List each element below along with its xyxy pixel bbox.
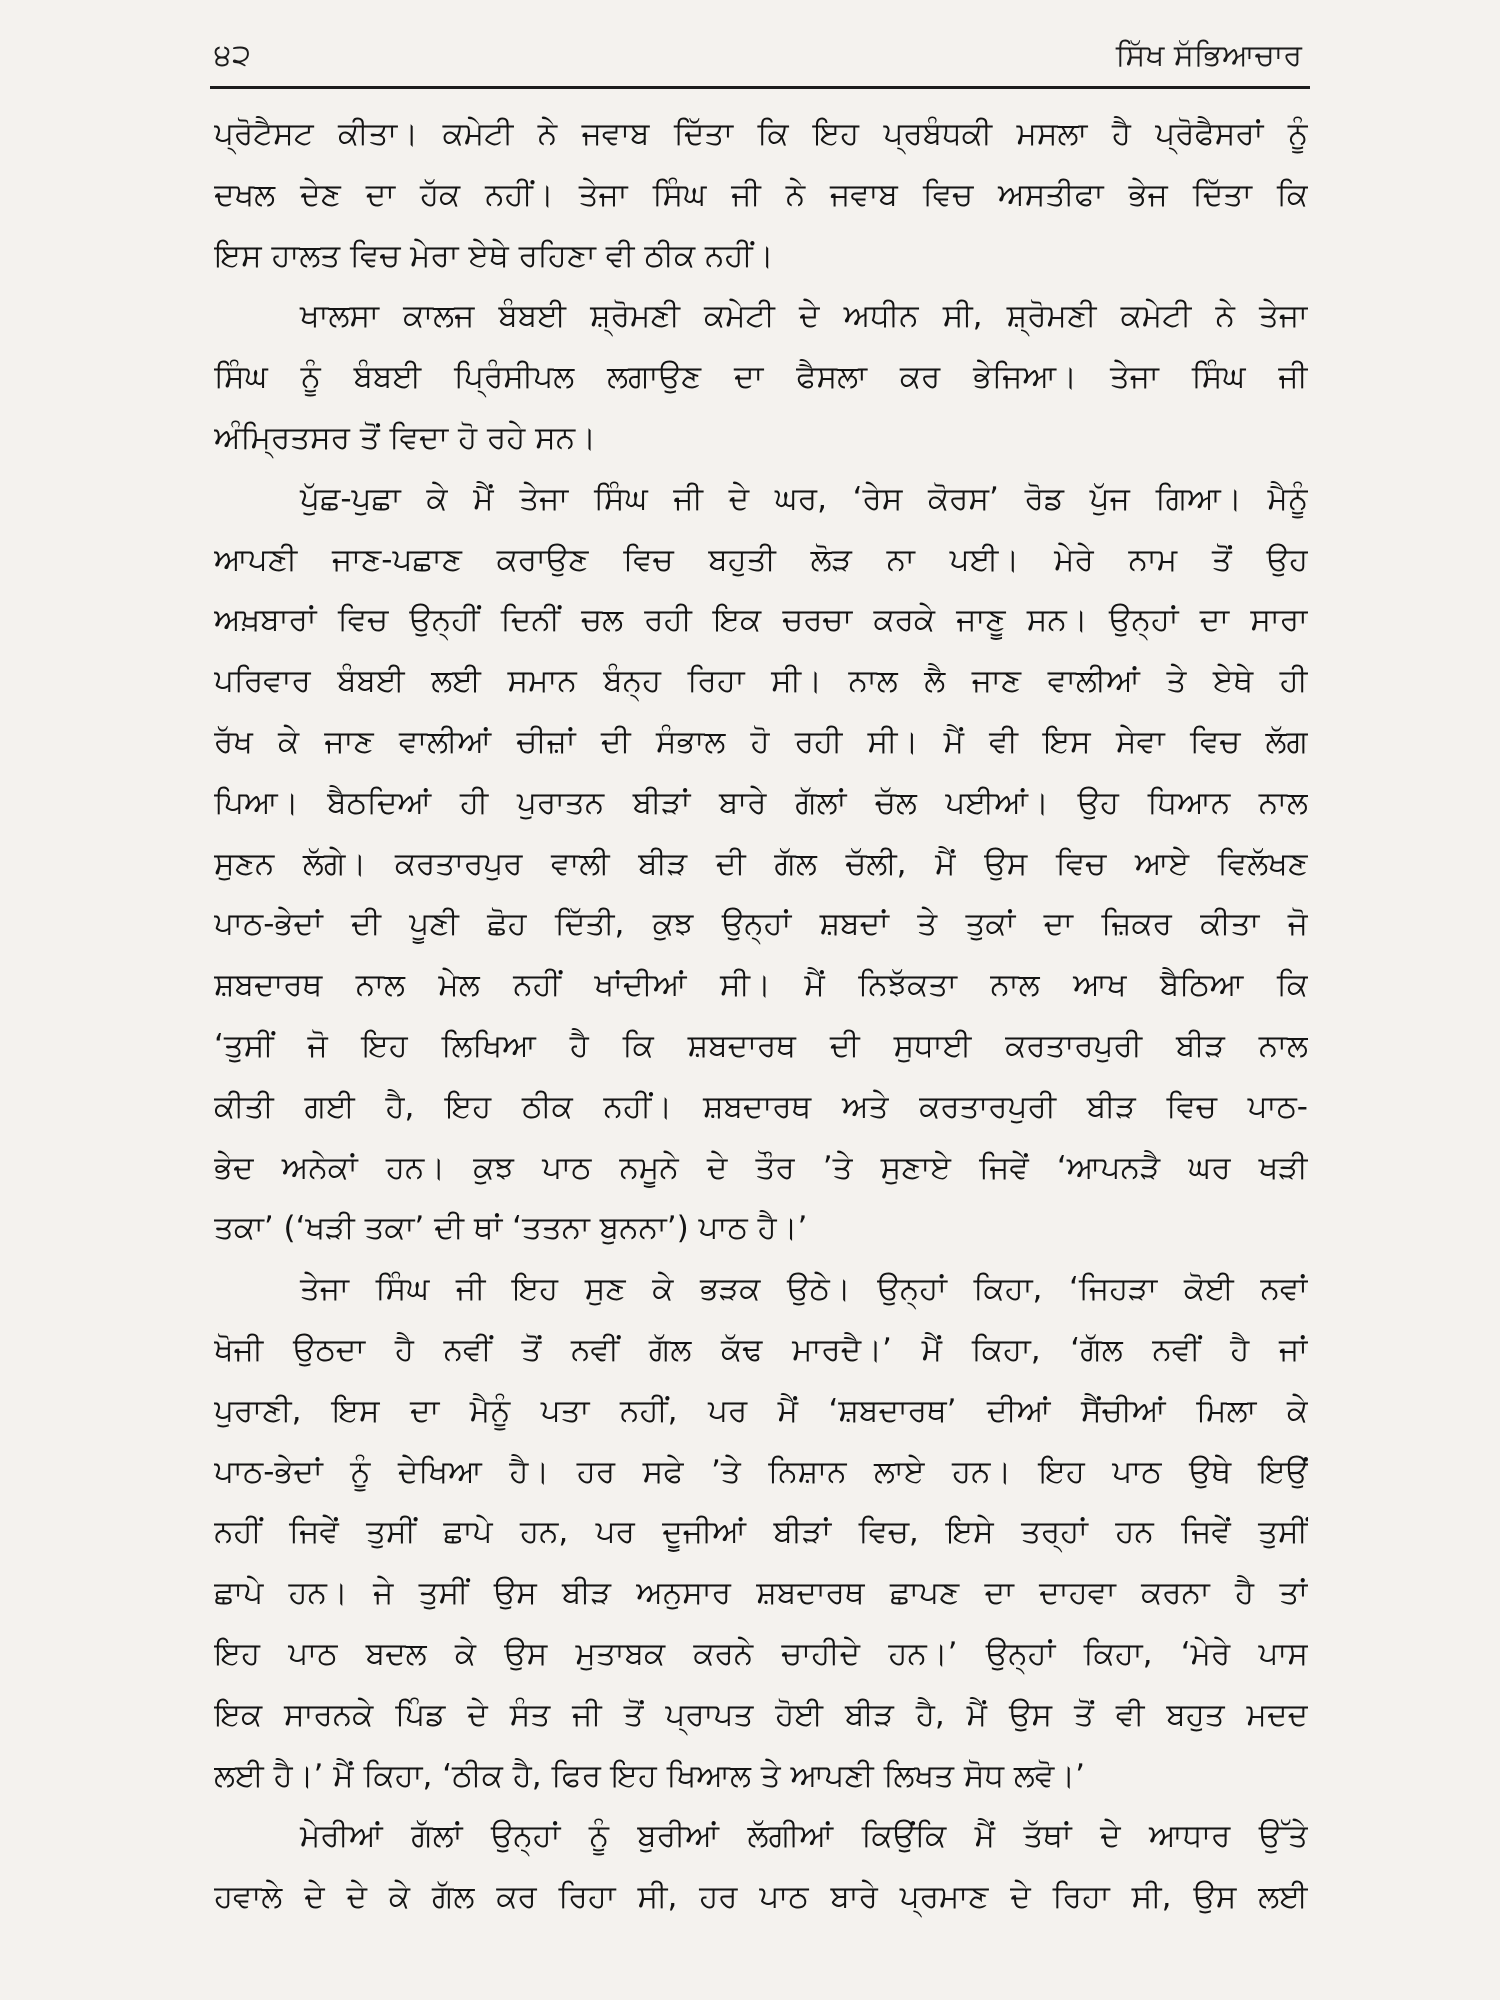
text-line: ਮੇਰੀਆਂ ਗੱਲਾਂ ਉਨ੍ਹਾਂ ਨੂੰ ਬੁਰੀਆਂ ਲੱਗੀਆਂ ਕਿਉਂਕਿ ਮੈਂ ਤੱਥਾਂ ਦੇ ਆਧਾਰ ਉੱਤੇ bbox=[300, 1818, 1308, 1855]
text-line: ਇਕ ਸਾਰਨਕੇ ਪਿੰਡ ਦੇ ਸੰਤ ਜੀ ਤੋਂ ਪ੍ਰਾਪਤ ਹੋਈ ਬੀੜ ਹੈ, ਮੈਂ ਉਸ ਤੋਂ ਵੀ ਬਹੁਤ ਮਦਦ bbox=[214, 1696, 1308, 1733]
text-line: ਦਖਲ ਦੇਣ ਦਾ ਹੱਕ ਨਹੀਂ। ਤੇਜਾ ਸਿੰਘ ਜੀ ਨੇ ਜਵਾਬ ਵਿਚ ਅਸਤੀਫਾ ਭੇਜ ਦਿੱਤਾ ਕਿ bbox=[214, 176, 1308, 213]
text-line: ਅਖ਼ਬਾਰਾਂ ਵਿਚ ਉਨ੍ਹੀਂ ਦਿਨੀਂ ਚਲ ਰਹੀ ਇਕ ਚਰਚਾ ਕਰਕੇ ਜਾਣੂ ਸਨ। ਉਨ੍ਹਾਂ ਦਾ ਸਾਰਾ bbox=[214, 602, 1308, 639]
text-line: ਪਾਠ-ਭੇਦਾਂ ਦੀ ਪੂਣੀ ਛੋਹ ਦਿੱਤੀ, ਕੁਝ ਉਨ੍ਹਾਂ ਸ਼ਬਦਾਂ ਤੇ ਤੁਕਾਂ ਦਾ ਜ਼ਿਕਰ ਕੀਤਾ ਜੋ bbox=[214, 906, 1308, 943]
text-line: ਸਿੰਘ ਨੂੰ ਬੰਬਈ ਪ੍ਰਿੰਸੀਪਲ ਲਗਾਉਣ ਦਾ ਫੈਸਲਾ ਕਰ ਭੇਜਿਆ। ਤੇਜਾ ਸਿੰਘ ਜੀ bbox=[214, 359, 1308, 396]
text-line: ਸ਼ਬਦਾਰਥ ਨਾਲ ਮੇਲ ਨਹੀਂ ਖਾਂਦੀਆਂ ਸੀ। ਮੈਂ ਨਿਝੱਕਤਾ ਨਾਲ ਆਖ ਬੈਠਿਆ ਕਿ bbox=[214, 967, 1308, 1004]
text-line: ਪਾਠ-ਭੇਦਾਂ ਨੂੰ ਦੇਖਿਆ ਹੈ। ਹਰ ਸਫੇ ’ਤੇ ਨਿਸ਼ਾਨ ਲਾਏ ਹਨ। ਇਹ ਪਾਠ ਉਥੇ ਇਉਂ bbox=[214, 1453, 1308, 1490]
text-line: ਖਾਲਸਾ ਕਾਲਜ ਬੰਬਈ ਸ਼੍ਰੋਮਣੀ ਕਮੇਟੀ ਦੇ ਅਧੀਨ ਸੀ, ਸ਼੍ਰੋਮਣੀ ਕਮੇਟੀ ਨੇ ਤੇਜਾ bbox=[300, 298, 1308, 335]
text-line: ਆਪਣੀ ਜਾਣ-ਪਛਾਣ ਕਰਾਉਣ ਵਿਚ ਬਹੁਤੀ ਲੋੜ ਨਾ ਪਈ। ਮੇਰੇ ਨਾਮ ਤੋਂ ਉਹ bbox=[214, 541, 1308, 578]
text-line: ਸੁਣਨ ਲੱਗੇ। ਕਰਤਾਰਪੁਰ ਵਾਲੀ ਬੀੜ ਦੀ ਗੱਲ ਚੱਲੀ, ਮੈਂ ਉਸ ਵਿਚ ਆਏ ਵਿਲੱਖਣ bbox=[214, 845, 1308, 882]
text-line: ਤੇਜਾ ਸਿੰਘ ਜੀ ਇਹ ਸੁਣ ਕੇ ਭੜਕ ਉਠੇ। ਉਨ੍ਹਾਂ ਕਿਹਾ, ‘ਜਿਹੜਾ ਕੋਈ ਨਵਾਂ bbox=[300, 1271, 1308, 1308]
text-line: ਪੁਰਾਣੀ, ਇਸ ਦਾ ਮੈਨੂੰ ਪਤਾ ਨਹੀਂ, ਪਰ ਮੈਂ ‘ਸ਼ਬਦਾਰਥ’ ਦੀਆਂ ਸੈਂਚੀਆਂ ਮਿਲਾ ਕੇ bbox=[214, 1392, 1308, 1429]
text-line: ਲਈ ਹੈ।’ ਮੈਂ ਕਿਹਾ, ‘ਠੀਕ ਹੈ, ਫਿਰ ਇਹ ਖਿਆਲ ਤੇ ਆਪਣੀ ਲਿਖਤ ਸੋਧ ਲਵੋ।’ bbox=[214, 1757, 1085, 1794]
text-line: ਨਹੀਂ ਜਿਵੇਂ ਤੁਸੀਂ ਛਾਪੇ ਹਨ, ਪਰ ਦੂਜੀਆਂ ਬੀੜਾਂ ਵਿਚ, ਇਸੇ ਤਰ੍ਹਾਂ ਹਨ ਜਿਵੇਂ ਤੁਸੀਂ bbox=[214, 1514, 1308, 1551]
text-line: ਖੋਜੀ ਉਠਦਾ ਹੈ ਨਵੀਂ ਤੋਂ ਨਵੀਂ ਗੱਲ ਕੱਢ ਮਾਰਦੈ।’ ਮੈਂ ਕਿਹਾ, ‘ਗੱਲ ਨਵੀਂ ਹੈ ਜਾਂ bbox=[214, 1331, 1308, 1368]
text-line: ਅੰਮ੍ਰਿਤਸਰ ਤੋਂ ਵਿਦਾ ਹੋ ਰਹੇ ਸਨ। bbox=[214, 419, 597, 456]
page-number: ੪੨ bbox=[214, 38, 252, 73]
text-line: ਕੀਤੀ ਗਈ ਹੈ, ਇਹ ਠੀਕ ਨਹੀਂ। ਸ਼ਬਦਾਰਥ ਅਤੇ ਕਰਤਾਰਪੁਰੀ ਬੀੜ ਵਿਚ ਪਾਠ- bbox=[214, 1088, 1308, 1125]
body-text bbox=[214, 104, 1308, 1928]
running-title: ਸਿੱਖ ਸੱਭਿਆਚਾਰ bbox=[1115, 38, 1302, 73]
text-line: ਰੱਖ ਕੇ ਜਾਣ ਵਾਲੀਆਂ ਚੀਜ਼ਾਂ ਦੀ ਸੰਭਾਲ ਹੋ ਰਹੀ ਸੀ। ਮੈਂ ਵੀ ਇਸ ਸੇਵਾ ਵਿਚ ਲੱਗ bbox=[214, 723, 1308, 760]
text-line: ਹਵਾਲੇ ਦੇ ਦੇ ਕੇ ਗੱਲ ਕਰ ਰਿਹਾ ਸੀ, ਹਰ ਪਾਠ ਬਾਰੇ ਪ੍ਰਮਾਣ ਦੇ ਰਿਹਾ ਸੀ, ਉਸ ਲਈ bbox=[214, 1879, 1308, 1916]
header-rule bbox=[210, 86, 1310, 89]
text-line: ਛਾਪੇ ਹਨ। ਜੇ ਤੁਸੀਂ ਉਸ ਬੀੜ ਅਨੁਸਾਰ ਸ਼ਬਦਾਰਥ ਛਾਪਣ ਦਾ ਦਾਹਵਾ ਕਰਨਾ ਹੈ ਤਾਂ bbox=[214, 1575, 1308, 1612]
page-header bbox=[210, 32, 1310, 84]
text-line: ਭੇਦ ਅਨੇਕਾਂ ਹਨ। ਕੁਝ ਪਾਠ ਨਮੂਨੇ ਦੇ ਤੌਰ ’ਤੇ ਸੁਣਾਏ ਜਿਵੇਂ ‘ਆਪਨੜੈ ਘਰ ਖੜੀ bbox=[214, 1149, 1308, 1186]
text-line: ਇਸ ਹਾਲਤ ਵਿਚ ਮੇਰਾ ਏਥੇ ਰਹਿਣਾ ਵੀ ਠੀਕ ਨਹੀਂ। bbox=[214, 237, 774, 274]
text-line: ਤਕਾ’ (‘ਖੜੀ ਤਕਾ’ ਦੀ ਥਾਂ ‘ਤਤਨਾ ਬੁਨਨਾ’) ਪਾਠ ਹੈ।’ bbox=[214, 1210, 808, 1247]
text-line: ‘ਤੁਸੀਂ ਜੋ ਇਹ ਲਿਖਿਆ ਹੈ ਕਿ ਸ਼ਬਦਾਰਥ ਦੀ ਸੁਧਾਈ ਕਰਤਾਰਪੁਰੀ ਬੀੜ ਨਾਲ bbox=[214, 1027, 1308, 1064]
text-line: ਪ੍ਰੋਟੈਸਟ ਕੀਤਾ। ਕਮੇਟੀ ਨੇ ਜਵਾਬ ਦਿੱਤਾ ਕਿ ਇਹ ਪ੍ਰਬੰਧਕੀ ਮਸਲਾ ਹੈ ਪ੍ਰੋਫੈਸਰਾਂ ਨੂੰ bbox=[214, 116, 1308, 152]
text-line: ਪਰਿਵਾਰ ਬੰਬਈ ਲਈ ਸਮਾਨ ਬੰਨ੍ਹ ਰਿਹਾ ਸੀ। ਨਾਲ ਲੈ ਜਾਣ ਵਾਲੀਆਂ ਤੇ ਏਥੇ ਹੀ bbox=[214, 663, 1308, 700]
text-line: ਪੁੱਛ-ਪੁਛਾ ਕੇ ਮੈਂ ਤੇਜਾ ਸਿੰਘ ਜੀ ਦੇ ਘਰ, ‘ਰੇਸ ਕੋਰਸ’ ਰੋਡ ਪੁੱਜ ਗਿਆ। ਮੈਨੂੰ bbox=[300, 480, 1308, 517]
text-line: ਪਿਆ। ਬੈਠਦਿਆਂ ਹੀ ਪੁਰਾਤਨ ਬੀੜਾਂ ਬਾਰੇ ਗੱਲਾਂ ਚੱਲ ਪਈਆਂ। ਉਹ ਧਿਆਨ ਨਾਲ bbox=[214, 784, 1308, 821]
text-line: ਇਹ ਪਾਠ ਬਦਲ ਕੇ ਉਸ ਮੁਤਾਬਕ ਕਰਨੇ ਚਾਹੀਦੇ ਹਨ।’ ਉਨ੍ਹਾਂ ਕਿਹਾ, ‘ਮੇਰੇ ਪਾਸ bbox=[214, 1635, 1308, 1672]
